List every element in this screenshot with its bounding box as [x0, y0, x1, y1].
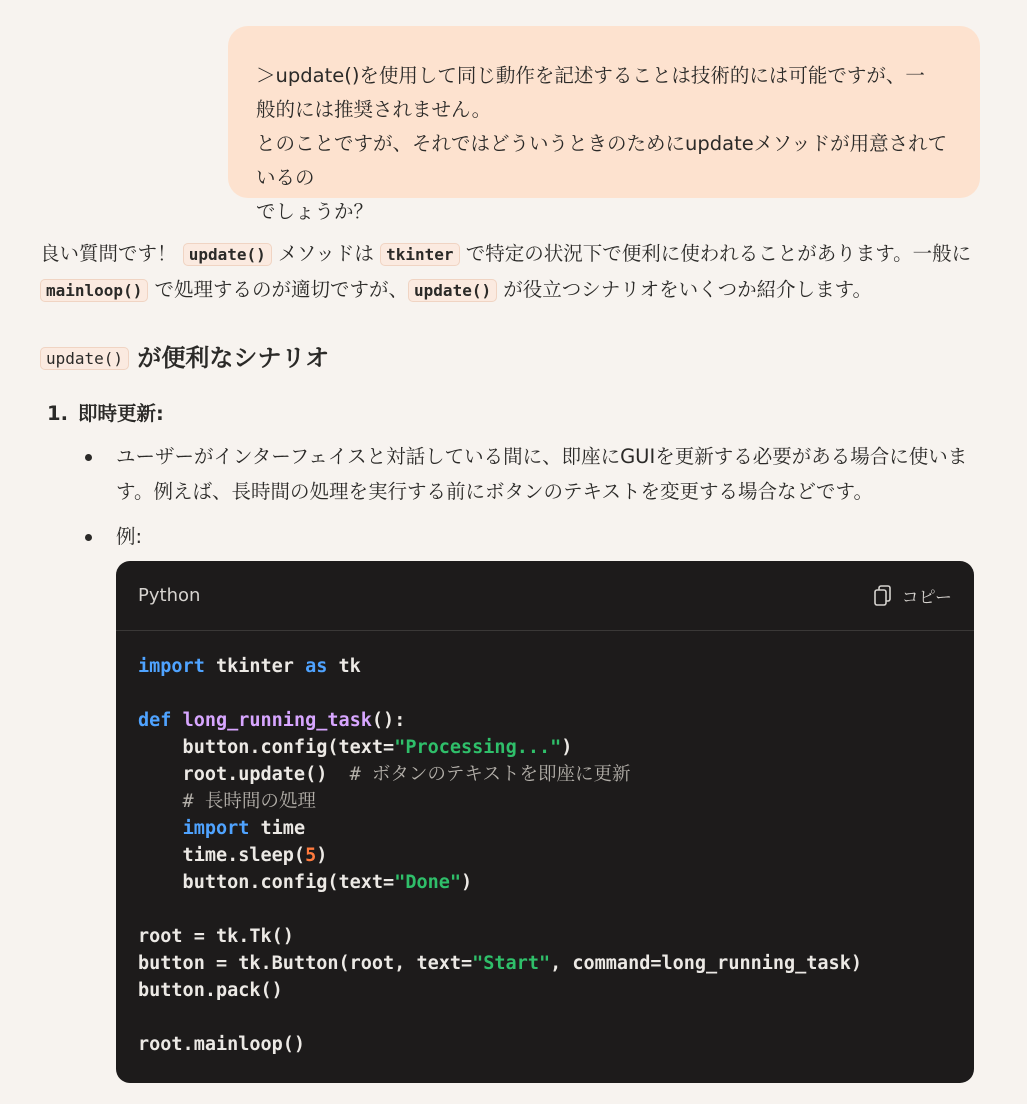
code-token: root.update(): [138, 764, 350, 785]
user-message-line: 般的には推奨されません。: [256, 98, 492, 121]
copy-button[interactable]: [874, 583, 952, 608]
inline-code: mainloop(): [40, 279, 148, 302]
intro-text: メソッドは: [271, 242, 381, 265]
intro-text: で処理するのが適切ですが、: [148, 278, 409, 301]
code-line: [138, 734, 974, 761]
code-token: button.pack(): [138, 980, 283, 1001]
code-token: tkinter: [204, 656, 306, 677]
code-token: [138, 818, 183, 839]
bullet-dot: [85, 534, 92, 541]
code-line: [138, 788, 974, 815]
copy-label: コピー: [901, 588, 952, 608]
bullet-list: [40, 439, 974, 554]
code-token: [171, 710, 182, 731]
code-token: , command=long_running_task): [550, 953, 862, 974]
code-line: [138, 950, 974, 977]
code-line: [138, 680, 974, 707]
code-token: button.config(text=: [138, 872, 395, 893]
inline-code: update(): [408, 279, 497, 302]
code-token: root = tk.Tk(): [138, 926, 294, 947]
code-line: [138, 1031, 974, 1058]
code-token: long_running_task: [182, 710, 372, 731]
inline-code: update(): [40, 347, 129, 370]
code-line: [138, 707, 974, 734]
assistant-intro: [40, 236, 974, 308]
intro-text: が役立つシナリオをいくつか紹介します。: [497, 278, 873, 301]
code-token: "Processing...": [394, 737, 562, 758]
code-line: [138, 842, 974, 869]
code-token: "Start": [472, 953, 551, 974]
code-header: [116, 561, 974, 631]
code-token: "Done": [394, 872, 462, 893]
user-message-line: ＞update()を使用して同じ動作を記述することは技術的には可能ですが、一: [256, 64, 925, 87]
inline-code: update(): [183, 243, 272, 266]
code-line: [138, 896, 974, 923]
copy-icon: [874, 585, 892, 607]
code-token: # 長時間の処理: [138, 791, 316, 812]
code-line: [138, 653, 974, 680]
code-token: time: [249, 818, 306, 839]
code-token: time.sleep(: [138, 845, 306, 866]
code-token: def: [138, 710, 172, 731]
code-token: import: [182, 818, 250, 839]
bullet-text: 例:: [116, 525, 143, 548]
code-token: as: [305, 656, 328, 677]
ordered-list-item: [40, 397, 974, 431]
inline-code: tkinter: [380, 243, 459, 266]
list-number: 1.: [47, 402, 68, 425]
code-token: button.config(text=: [138, 737, 395, 758]
code-token: ): [561, 737, 573, 758]
section-heading: [40, 340, 974, 377]
list-item-title: 即時更新:: [78, 402, 164, 425]
code-token: tk: [327, 656, 361, 677]
intro-text: 良い質問です！: [40, 242, 183, 265]
bullet-dot: [85, 454, 92, 461]
code-token: # ボタンのテキストを即座に更新: [349, 764, 631, 785]
code-line: [138, 761, 974, 788]
code-content: [116, 631, 974, 1058]
assistant-message: [40, 236, 974, 554]
user-message-bubble: [228, 26, 980, 223]
user-message-line: でしょうか？: [256, 200, 374, 223]
bullet-item: [40, 439, 974, 509]
user-message-line: とのことですが、それではどういうときのためにupdateメソッドが用意されているの: [256, 132, 948, 189]
code-line: [138, 923, 974, 950]
intro-text: で特定の状況下で便利に使われることがあります。一般に: [459, 242, 972, 265]
bullet-item: [40, 519, 974, 554]
code-token: ():: [371, 710, 406, 731]
code-line: [138, 1004, 974, 1031]
bullet-text: ユーザーがインターフェイスと対話している間に、即座にGUIを更新する必要がある場合に使います。例えば、長時間の処理を実行する前にボタンのテキストを変更する場合などです。: [116, 445, 968, 503]
code-line: [138, 869, 974, 896]
code-token: button = tk.Button(root, text=: [138, 953, 473, 974]
code-token: 5: [305, 845, 317, 866]
heading-text: が便利なシナリオ: [137, 344, 330, 372]
code-line: [138, 815, 974, 842]
code-line: [138, 977, 974, 1004]
code-token: import: [138, 656, 205, 677]
code-token: ): [461, 872, 473, 893]
code-token: ): [316, 845, 328, 866]
code-block: [116, 561, 974, 1083]
code-language: Python: [138, 585, 201, 606]
code-token: root.mainloop(): [138, 1034, 306, 1055]
